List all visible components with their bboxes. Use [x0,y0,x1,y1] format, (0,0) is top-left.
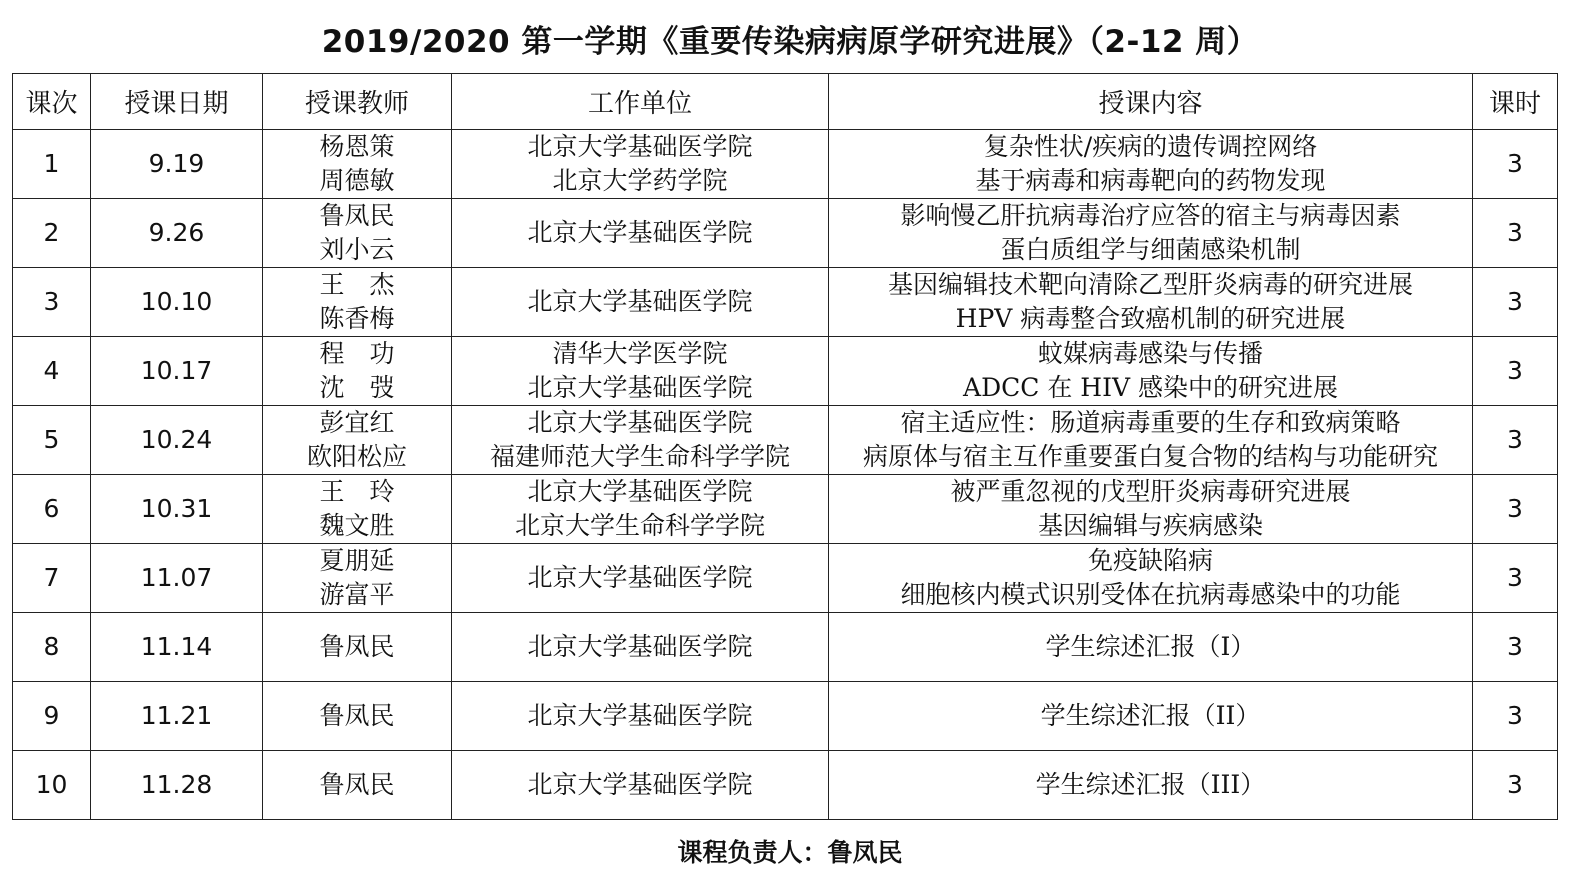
date-cell: 11.14 [91,613,263,682]
header-row [13,74,1558,130]
teacher-cell-line: 魏文胜 [319,511,395,540]
content-cell-line: 蚊媒病毒感染与传播 [1037,339,1263,368]
unit-cell-line: 福建师范大学生命科学学院 [489,442,790,471]
unit-cell-line: 北京大学基础医学院 [527,477,753,506]
content-cell [829,337,1473,406]
teacher-cell-line: 游富平 [319,580,395,609]
content-cell-line: 病原体与宿主互作重要蛋白复合物的结构与功能研究 [862,442,1438,471]
unit-cell-line: 北京大学基础医学院 [527,373,753,402]
content-cell [829,613,1473,682]
unit-cell [452,544,829,613]
content-cell [829,268,1473,337]
unit-cell [452,130,829,199]
unit-cell-line: 北京大学基础医学院 [527,132,753,161]
hours-cell: 3 [1473,199,1558,268]
lesson-number-cell: 10 [13,751,91,820]
teacher-cell [263,406,452,475]
teacher-cell-line: 欧阳松应 [306,442,407,471]
teacher-cell [263,544,452,613]
teacher-cell-line: 鲁凤民 [319,770,395,799]
content-cell-line: 学生综述汇报（I） [1045,632,1256,661]
table-row [13,268,1558,337]
unit-cell [452,406,829,475]
table-row [13,544,1558,613]
content-cell-line: 学生综述汇报（III） [1035,770,1266,799]
unit-cell [452,613,829,682]
date-cell: 10.17 [91,337,263,406]
content-cell [829,682,1473,751]
content-cell-line: 复杂性状/疾病的遗传调控网络 [983,132,1318,161]
content-cell-line: 细胞核内模式识别受体在抗病毒感染中的功能 [900,580,1401,609]
unit-cell-line: 北京大学基础医学院 [527,287,753,316]
unit-cell-line: 北京大学基础医学院 [527,408,753,437]
content-cell-line: 影响慢乙肝抗病毒治疗应答的宿主与病毒因素 [900,201,1401,230]
course-leader: 课程负责人：鲁凤民 [677,838,903,867]
unit-cell-line: 北京大学生命科学学院 [514,511,765,540]
table-row [13,682,1558,751]
content-cell-line: 基于病毒和病毒靶向的药物发现 [975,166,1326,195]
content-cell-line: 被严重忽视的戊型肝炎病毒研究进展 [950,477,1351,506]
content-cell [829,751,1473,820]
hours-cell: 3 [1473,130,1558,199]
header-date: 授课日期 [91,74,263,130]
teacher-cell-line: 周德敏 [319,166,395,195]
header-teacher: 授课教师 [263,74,452,130]
teacher-cell-line: 鲁凤民 [319,632,395,661]
lesson-number-cell: 2 [13,199,91,268]
teacher-cell-line: 程 功 [319,339,395,368]
unit-cell-line: 北京大学基础医学院 [527,218,753,247]
content-cell-line: 学生综述汇报（II） [1040,701,1261,730]
teacher-cell [263,613,452,682]
unit-cell-line: 清华大学医学院 [552,339,728,368]
date-cell: 11.21 [91,682,263,751]
table-row [13,406,1558,475]
unit-cell-line: 北京大学药学院 [552,166,728,195]
unit-cell [452,751,829,820]
teacher-cell [263,475,452,544]
hours-cell: 3 [1473,268,1558,337]
date-cell: 9.26 [91,199,263,268]
table-row [13,199,1558,268]
teacher-cell [263,337,452,406]
content-cell [829,130,1473,199]
table-row [13,613,1558,682]
content-cell-line: 基因编辑与疾病感染 [1037,511,1263,540]
teacher-cell-line: 彭宜红 [319,408,395,437]
hours-cell: 3 [1473,406,1558,475]
lesson-number-cell: 8 [13,613,91,682]
table-row [13,130,1558,199]
teacher-cell-line: 王 玲 [319,477,395,506]
hours-cell: 3 [1473,613,1558,682]
unit-cell-line: 北京大学基础医学院 [527,632,753,661]
unit-cell [452,268,829,337]
unit-cell [452,199,829,268]
teacher-cell-line: 鲁凤民 [319,201,395,230]
teacher-cell [263,268,452,337]
teacher-cell-line: 刘小云 [319,235,395,264]
teacher-cell-line: 鲁凤民 [319,701,395,730]
lesson-number-cell: 7 [13,544,91,613]
hours-cell: 3 [1473,475,1558,544]
teacher-cell-line: 王 杰 [319,270,395,299]
header-hours: 课时 [1473,74,1558,130]
lesson-number-cell: 4 [13,337,91,406]
content-cell-line: 宿主适应性：肠道病毒重要的生存和致病策略 [900,408,1401,437]
content-cell [829,406,1473,475]
date-cell: 10.31 [91,475,263,544]
content-cell [829,475,1473,544]
teacher-cell [263,751,452,820]
lesson-number-cell: 5 [13,406,91,475]
date-cell: 11.28 [91,751,263,820]
date-cell: 11.07 [91,544,263,613]
teacher-cell [263,682,452,751]
content-cell-line: 基因编辑技术靶向清除乙型肝炎病毒的研究进展 [887,270,1413,299]
unit-cell [452,475,829,544]
unit-cell-line: 北京大学基础医学院 [527,770,753,799]
hours-cell: 3 [1473,544,1558,613]
content-cell-line: 免疫缺陷病 [1087,546,1213,575]
content-cell-line: 蛋白质组学与细菌感染机制 [1000,235,1301,264]
content-cell [829,199,1473,268]
unit-cell-line: 北京大学基础医学院 [527,563,753,592]
lesson-number-cell: 9 [13,682,91,751]
hours-cell: 3 [1473,751,1558,820]
page-title: 2019/2020 第一学期《重要传染病病原学研究进展》（2-12 周） [321,24,1259,60]
content-cell-line: HPV 病毒整合致癌机制的研究进展 [955,304,1346,333]
unit-cell-line: 北京大学基础医学院 [527,701,753,730]
teacher-cell [263,199,452,268]
table-row [13,751,1558,820]
content-cell [829,544,1473,613]
lesson-number-cell: 6 [13,475,91,544]
header-content: 授课内容 [829,74,1473,130]
content-cell-line: ADCC 在 HIV 感染中的研究进展 [963,373,1338,402]
teacher-cell [263,130,452,199]
table-body [13,130,1558,820]
teacher-cell-line: 陈香梅 [319,304,395,333]
hours-cell: 3 [1473,337,1558,406]
hours-cell: 3 [1473,682,1558,751]
lesson-number-cell: 1 [13,130,91,199]
unit-cell [452,337,829,406]
table-row [13,337,1558,406]
date-cell: 9.19 [91,130,263,199]
teacher-cell-line: 夏朋延 [319,546,395,575]
header-lesson: 课次 [13,74,91,130]
lesson-number-cell: 3 [13,268,91,337]
date-cell: 10.24 [91,406,263,475]
schedule-table [12,73,1558,820]
header-unit: 工作单位 [452,74,829,130]
unit-cell [452,682,829,751]
date-cell: 10.10 [91,268,263,337]
teacher-cell-line: 杨恩策 [319,132,395,161]
teacher-cell-line: 沈 弢 [319,373,395,402]
table-row [13,475,1558,544]
